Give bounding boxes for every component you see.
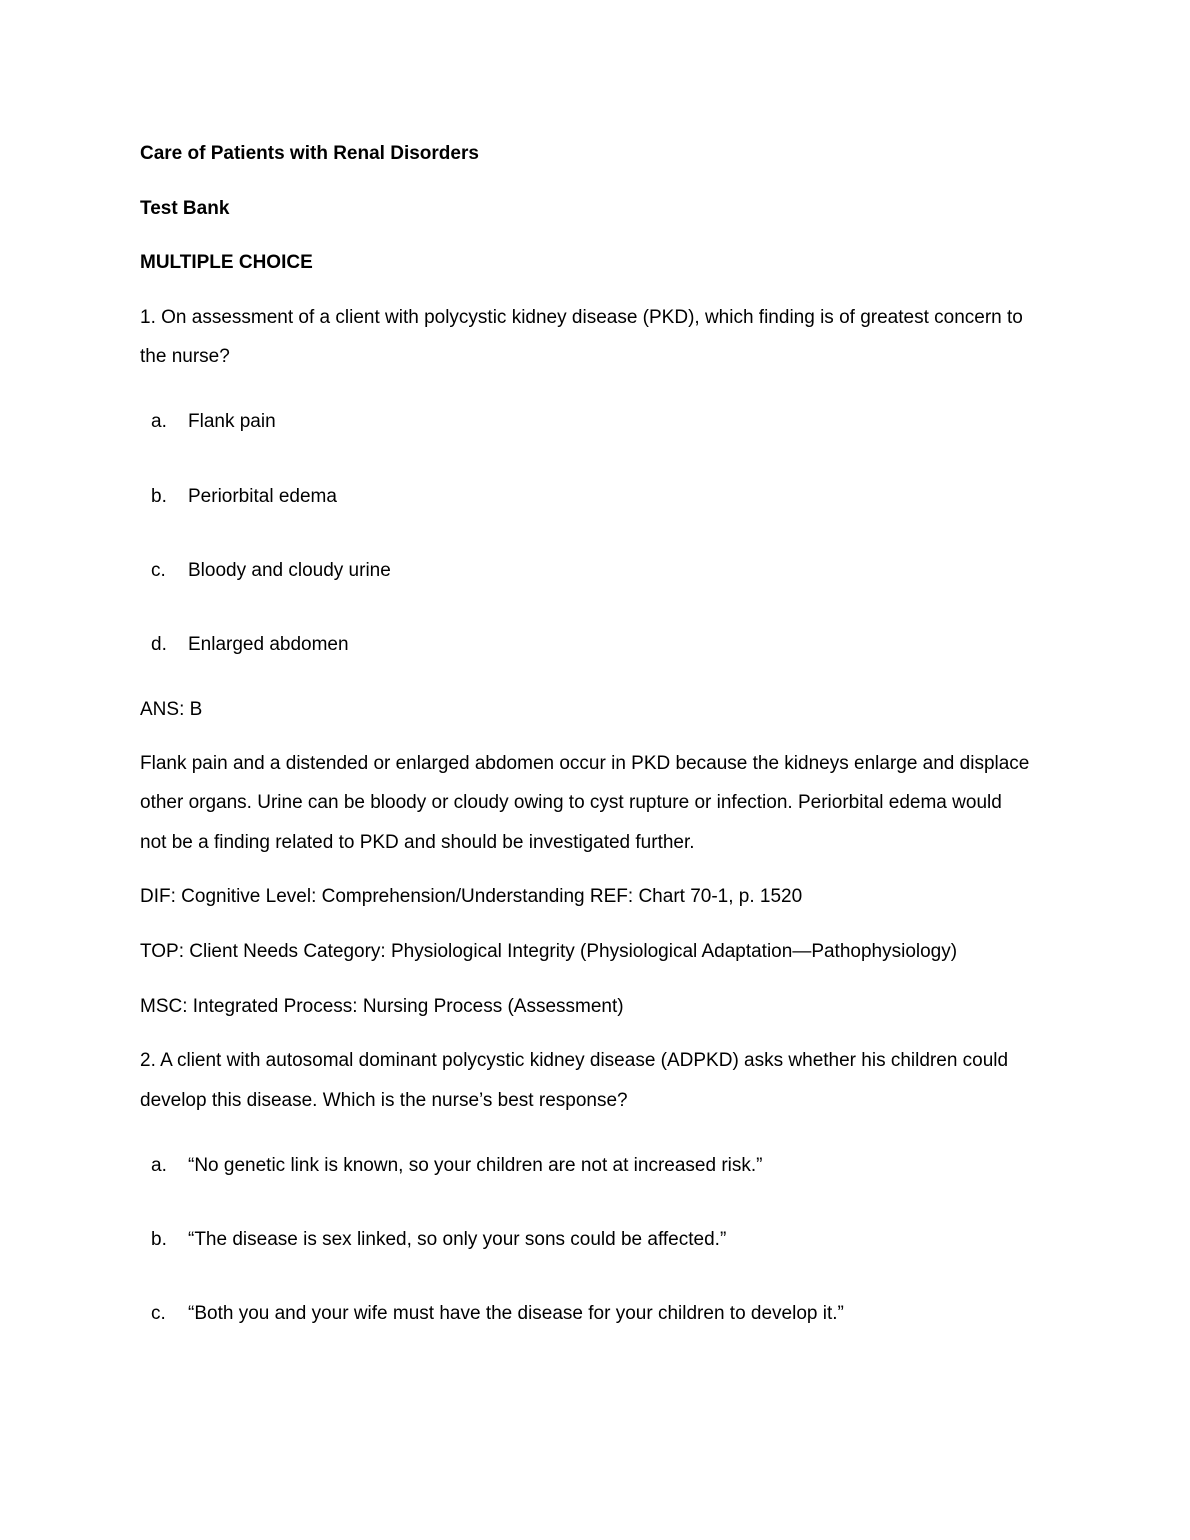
option-letter: d. <box>151 634 167 655</box>
question-1-rationale-line-1: Flank pain and a distended or enlarged abdomen occur in PKD because the kidneys enlarge and displace <box>140 753 1030 774</box>
question-1-top: TOP: Client Needs Category: Physiological Integrity (Physiological Adaptation—Pathophysiology) <box>140 941 958 962</box>
question-1-stem-line-2: the nurse? <box>140 346 230 367</box>
option-text: “No genetic link is known, so your children are not at increased risk.” <box>188 1155 763 1176</box>
option-letter: a. <box>151 1155 167 1176</box>
option-text: Enlarged abdomen <box>188 634 349 655</box>
option-letter: c. <box>151 560 166 581</box>
section-heading: MULTIPLE CHOICE <box>140 252 313 273</box>
option-text: Bloody and cloudy urine <box>188 560 391 581</box>
question-1-rationale-line-3: not be a finding related to PKD and should be investigated further. <box>140 832 695 853</box>
option-letter: b. <box>151 1229 167 1250</box>
option-letter: b. <box>151 486 167 507</box>
option-text: “The disease is sex linked, so only your sons could be affected.” <box>188 1229 727 1250</box>
question-1-dif: DIF: Cognitive Level: Comprehension/Understanding REF: Chart 70-1, p. 1520 <box>140 886 803 907</box>
question-1-msc: MSC: Integrated Process: Nursing Process (Assessment) <box>140 996 624 1017</box>
option-text: Periorbital edema <box>188 486 337 507</box>
option-letter: a. <box>151 411 167 432</box>
question-1-stem-line-1: 1. On assessment of a client with polycystic kidney disease (PKD), which finding is of greatest concern to <box>140 307 1023 328</box>
option-letter: c. <box>151 1303 166 1324</box>
document-title: Care of Patients with Renal Disorders <box>140 143 479 164</box>
question-2-stem-line-2: develop this disease. Which is the nurse’s best response? <box>140 1090 628 1111</box>
question-1-answer: ANS: B <box>140 699 203 720</box>
question-1-rationale-line-2: other organs. Urine can be bloody or cloudy owing to cyst rupture or infection. Periorbital edema would <box>140 792 1002 813</box>
option-text: “Both you and your wife must have the disease for your children to develop it.” <box>188 1303 844 1324</box>
document-subtitle: Test Bank <box>140 198 230 219</box>
option-text: Flank pain <box>188 411 276 432</box>
question-2-stem-line-1: 2. A client with autosomal dominant polycystic kidney disease (ADPKD) asks whether his children could <box>140 1050 1009 1071</box>
